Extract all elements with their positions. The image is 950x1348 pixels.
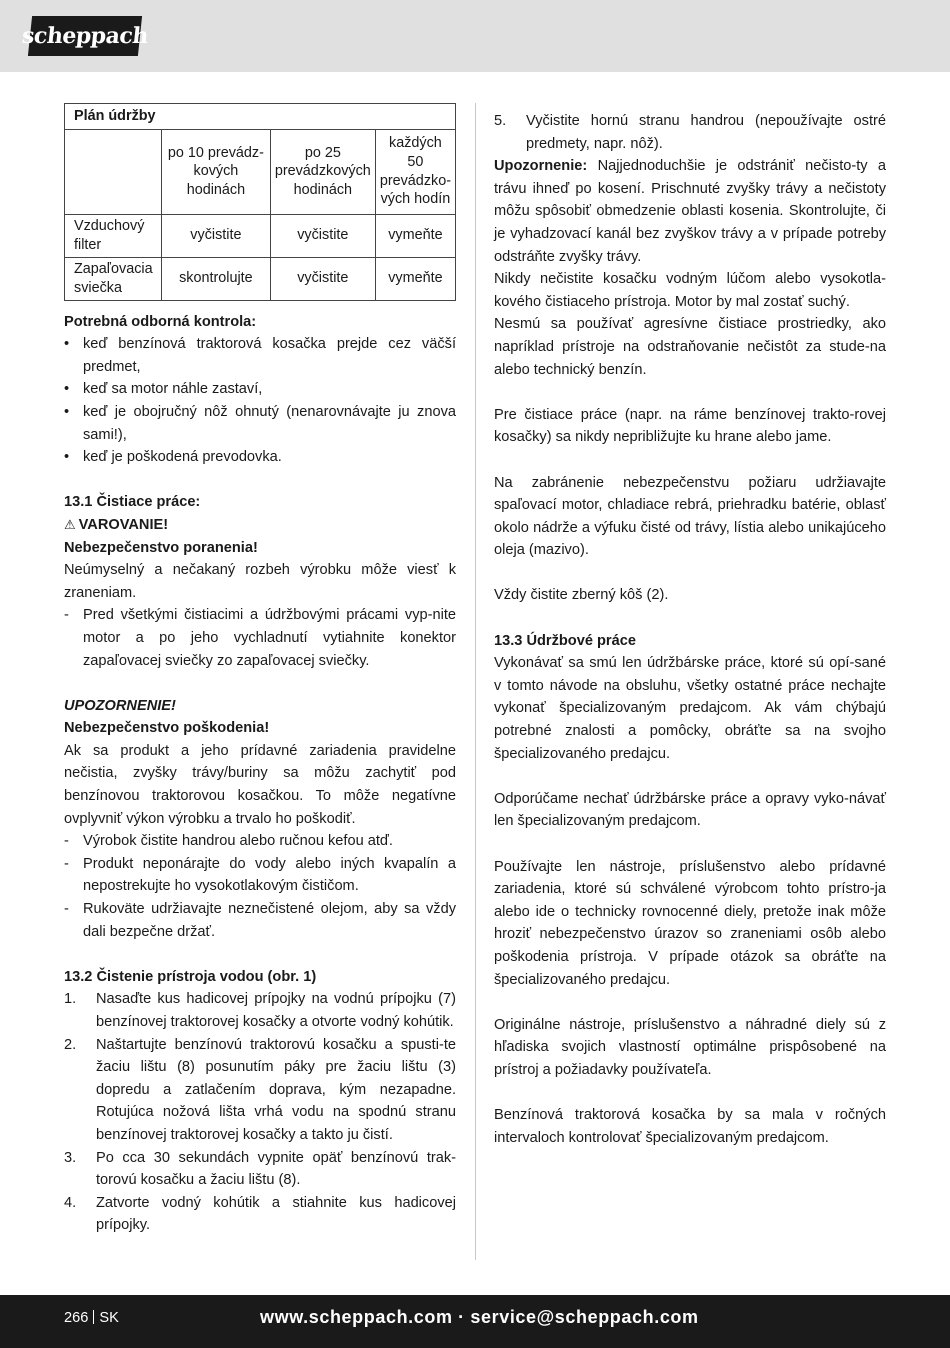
table-row-label: Zapaľovacia sviečka [65, 257, 162, 300]
injury-list [64, 604, 456, 672]
list-item: - Rukoväte udržiavajte neznečistené olejom, aby sa vždy dali bezpečne držať. [64, 898, 456, 943]
table-cell: vyčistite [270, 257, 375, 300]
list-item: • keď sa motor náhle zastaví, [64, 378, 456, 401]
warning-triangle-icon: ⚠ [64, 516, 76, 532]
list-item: • keď je poškodená prevodovka. [64, 446, 456, 469]
warning-label: VAROVANIE! [78, 516, 169, 533]
list-item: 3. Po cca 30 sekundách vypnite opäť benzínovú trak-torovú kosačku a žaciu lištu (8). [64, 1149, 456, 1189]
maintenance-paragraph: Používajte len nástroje, príslušenstvo alebo prídavné zariadenia, ktoré sú schválené výrobcom tohto prístro-ja alebo ide o technicky rovnocenné diely, pretože inak môže hroziť nebezpečenstvo úrazov so zraneniami osôb alebo poškodenia prístroja. V prípade otázok sa obráťte na špecializovaného predajcu. [494, 858, 886, 988]
table-row [65, 214, 456, 257]
note-text: Najjednoduchšie je odstrániť nečisto-ty a trávu ihneď po kosení. Prischnuté zvyšky trávy a nečistoty môžu spôsobiť obmedzenie oblasti kosenia. Skontrolujte, či je vyhadzovací kanál bez zvyškov trávy a v prípade potreby odstráňte zvyšky trávy. [494, 158, 886, 265]
right-column [494, 110, 886, 1149]
list-item: 5. Vyčistite hornú stranu handrou (nepoužívajte ostré predmety, napr. nôž). [494, 113, 886, 152]
page-number: 266 [64, 1310, 89, 1326]
water-cleaning-step-5 [494, 110, 886, 155]
inspection-list [64, 333, 456, 469]
maintenance-paragraph: Odporúčame nechať údržbárske práce a opravy vyko-návať len špecializovaným predajcom. [494, 790, 886, 830]
table-header-10h: po 10 prevádz-kových hodinách [161, 129, 270, 214]
paragraph-frame: Pre čistiace práce (napr. na ráme benzínovej trakto-rovej kosačky) sa nikdy nepribližujte ku hrane alebo jame. [494, 406, 886, 446]
page-separator [93, 1310, 94, 1324]
column-divider [475, 103, 476, 1260]
damage-text: Ak sa produkt a jeho prídavné zariadenia pravidelne nečistia, zvyšky trávy/buriny sa môžu zachytiť pod benzínovou traktorovou kosačkou. To môže negatívne ovplyvniť výkon výrobku a trvalo ho poškodiť. [64, 742, 456, 827]
footer-website[interactable]: www.scheppach.com · service@scheppach.com [260, 1307, 699, 1327]
water-cleaning-heading: 13.2 Čistenie prístroja vodou (obr. 1) [64, 968, 317, 985]
paragraph-basket: Vždy čistite zberný kôš (2). [494, 587, 669, 604]
page-info [64, 1310, 119, 1326]
language-code: SK [99, 1310, 119, 1326]
warning-line [64, 514, 456, 537]
table-corner-cell [65, 129, 162, 214]
maintenance-paragraph: Benzínová traktorová kosačka by sa mala v ročných intervaloch kontrolovať špecializovaným predajcom. [494, 1107, 886, 1146]
damage-heading: Nebezpečenstvo poškodenia! [64, 720, 270, 737]
paragraph-hose: Nikdy nečistite kosačku vodným lúčom alebo vysokotla-kového čistiaceho prístroja. Motor by mal zostať suchý. [494, 271, 886, 310]
maintenance-paragraph: Vykonávať sa smú len údržbárske práce, ktoré sú opí-sané v tomto návode na obsluhu, všetky ostatné práce nechajte vykonať špecializovaným predajcom. Ak vám chýbajú potrebné znalosti a pomôcky, obráťte sa na svojho špecializovaného predajcu. [494, 655, 886, 762]
water-cleaning-steps [64, 988, 456, 1237]
scheppach-logo: scheppach [28, 16, 142, 56]
cleaning-note [494, 155, 886, 268]
table-cell: skontrolujte [161, 257, 270, 300]
paragraph-fire: Na zabránenie nebezpečenstvu požiaru udržiavajte spaľovací motor, chladiace rebrá, priehradku batérie, oblasť okolo nádrže a výfuku čisté od trávy, lístia alebo unikajúceho oleja (mazivo). [494, 474, 886, 559]
list-item: 4. Zatvorte vodný kohútik a stiahnite kus hadicovej prípojky. [64, 1194, 456, 1234]
notice-label: UPOZORNENIE! [64, 697, 176, 714]
list-item: - Výrobok čistite handrou alebo ručnou kefou atď. [64, 830, 456, 853]
paragraph-agents: Nesmú sa používať agresívne čistiace prostriedky, ako napríklad prístroje na odstraňovanie nečistôt za stude-na alebo technický benzín. [494, 316, 886, 378]
inspection-heading: Potrebná odborná kontrola: [64, 313, 257, 330]
list-item: - Pred všetkými čistiacimi a údržbovými prácami vyp-nite motor a po jeho vychladnutí vytiahnite konektor zapaľovacej sviečky zo zapaľovacej sviečky. [64, 604, 456, 672]
table-header-50h: každých 50 prevádzko-vých hodín [375, 129, 455, 214]
list-item: • keď je obojručný nôž ohnutý (nenarovnávajte ju znova sami!), [64, 401, 456, 446]
cleaning-heading: 13.1 Čistiace práce: [64, 494, 201, 511]
header-band [0, 0, 950, 72]
list-item: - Produkt neponárajte do vody alebo iných kvapalín a nepostrekujte ho vysokotlakovým čističom. [64, 853, 456, 898]
maintenance-work-heading: 13.3 Údržbové práce [494, 632, 636, 649]
maintenance-table-title: Plán údržby [65, 104, 456, 130]
damage-list [64, 830, 456, 943]
injury-heading: Nebezpečenstvo poranenia! [64, 539, 258, 556]
list-item: 1. Nasaďte kus hadicovej prípojky na vodnú prípojku (7) benzínovej traktorovej kosačky a otvorte vodný kohútik. [64, 991, 456, 1030]
list-item: • keď benzínová traktorová kosačka prejde cez väčší predmet, [64, 333, 456, 378]
table-cell: vyčistite [161, 214, 270, 257]
left-column [64, 103, 456, 1237]
list-item: 2. Naštartujte benzínovú traktorovú kosačku a spusti-te žaciu lištu (8) posunutím páky pre žaciu lištu (3) dopredu a zatlačením doprava, kým nezapadne. Rotujúca nožová lišta vrhá vodu na spodnú stranu benzínovej traktorovej kosačky a takto ju čistí. [64, 1036, 456, 1143]
table-cell: vymeňte [375, 257, 455, 300]
note-label: Upozornenie: [494, 158, 588, 175]
table-row [65, 257, 456, 300]
table-cell: vyčistite [270, 214, 375, 257]
injury-text: Neúmyselný a nečakaný rozbeh výrobku môže viesť k zraneniam. [64, 562, 456, 601]
page-footer [0, 1295, 950, 1348]
table-header-25h: po 25 prevádzkových hodinách [270, 129, 375, 214]
maintenance-table [64, 103, 456, 301]
maintenance-paragraph: Originálne nástroje, príslušenstvo a náhradné diely sú z hľadiska svojich vlastností optimálne prispôsobené na prístroj a požiadavky používateľa. [494, 1016, 886, 1078]
table-row-label: Vzduchový filter [65, 214, 162, 257]
table-cell: vymeňte [375, 214, 455, 257]
